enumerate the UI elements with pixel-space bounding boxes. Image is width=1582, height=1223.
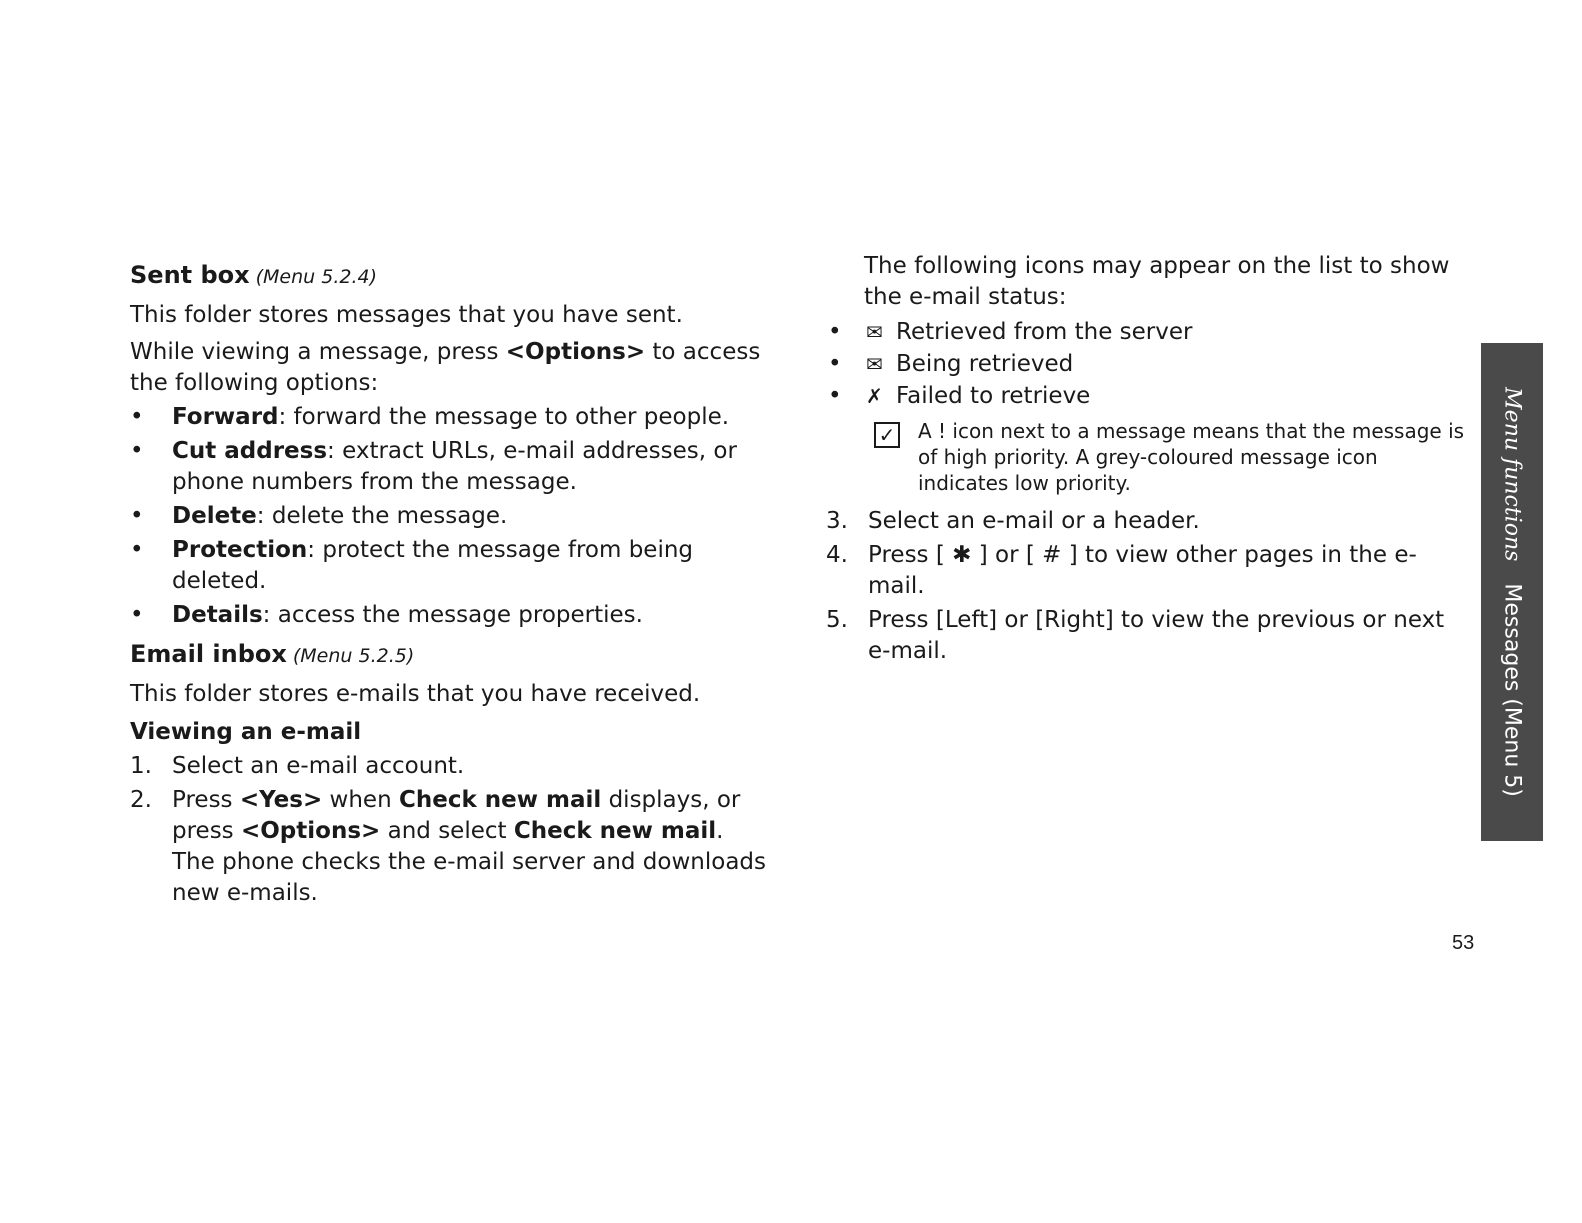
step-1: 1. Select an e-mail account.	[130, 753, 465, 779]
option-forward: • Forward: forward the message to other people.	[130, 404, 730, 430]
status-retrieved: • ✉ Retrieved from the server	[826, 317, 1466, 348]
step-3: 3. Select an e-mail or a header.	[826, 508, 1200, 534]
status-icons-list	[826, 317, 1466, 412]
side-tab-label: Menu functionsMessages (Menu 5)	[1499, 387, 1525, 797]
sent-box-heading: Sent box (Menu 5.2.4)	[130, 261, 378, 289]
side-tab	[1481, 343, 1543, 841]
left-column	[130, 258, 780, 909]
status-being-retrieved: • ✉ Being retrieved	[826, 349, 1466, 380]
option-details: • Details: access the message properties.	[130, 602, 643, 628]
step-5: 5. Press [Left] or [Right] to view the previous or next e-mail.	[826, 607, 1445, 664]
step-2: 2. Press <Yes> when Check new mail displays, or press <Options> and select Check new mail. The phone checks the e-mail server and downloads new e-mails.	[130, 787, 767, 906]
icons-intro: The following icons may appear on the list to show the e-mail status:	[864, 253, 1450, 310]
sent-box-options-list	[130, 402, 780, 631]
sent-box-intro: While viewing a message, press <Options> to access the following options:	[130, 339, 761, 396]
option-protection: • Protection: protect the message from being deleted.	[130, 537, 694, 594]
email-inbox-heading: Email inbox (Menu 5.2.5)	[130, 640, 415, 668]
status-failed: • ✗ Failed to retrieve	[826, 381, 1466, 412]
sent-box-description: This folder stores messages that you have sent.	[130, 302, 683, 328]
right-column	[826, 251, 1466, 667]
step-4: 4. Press [ ✱ ] or [ # ] to view other pages in the e-mail.	[826, 542, 1417, 599]
viewing-steps-list	[130, 751, 780, 909]
email-steps-list	[826, 506, 1466, 667]
priority-note-text: A ! icon next to a message means that the message is of high priority. A grey-coloured message icon indicates low priority.	[918, 419, 1465, 495]
page-number: 53	[1452, 932, 1475, 954]
envelope-failed-icon: ✗	[866, 384, 883, 408]
sent-box-menu-ref: (Menu 5.2.4)	[255, 266, 378, 288]
priority-note	[826, 418, 1466, 496]
envelope-retrieving-icon: ✉	[866, 352, 883, 376]
option-delete: • Delete: delete the message.	[130, 503, 508, 529]
envelope-retrieved-icon: ✉	[866, 320, 883, 344]
email-inbox-description: This folder stores e-mails that you have received.	[130, 681, 701, 707]
note-checkmark-icon: ✓	[874, 422, 900, 448]
option-cut-address: • Cut address: extract URLs, e-mail addresses, or phone numbers from the message.	[130, 438, 737, 495]
email-inbox-menu-ref: (Menu 5.2.5)	[292, 645, 415, 667]
viewing-email-heading: Viewing an e-mail	[130, 719, 362, 745]
